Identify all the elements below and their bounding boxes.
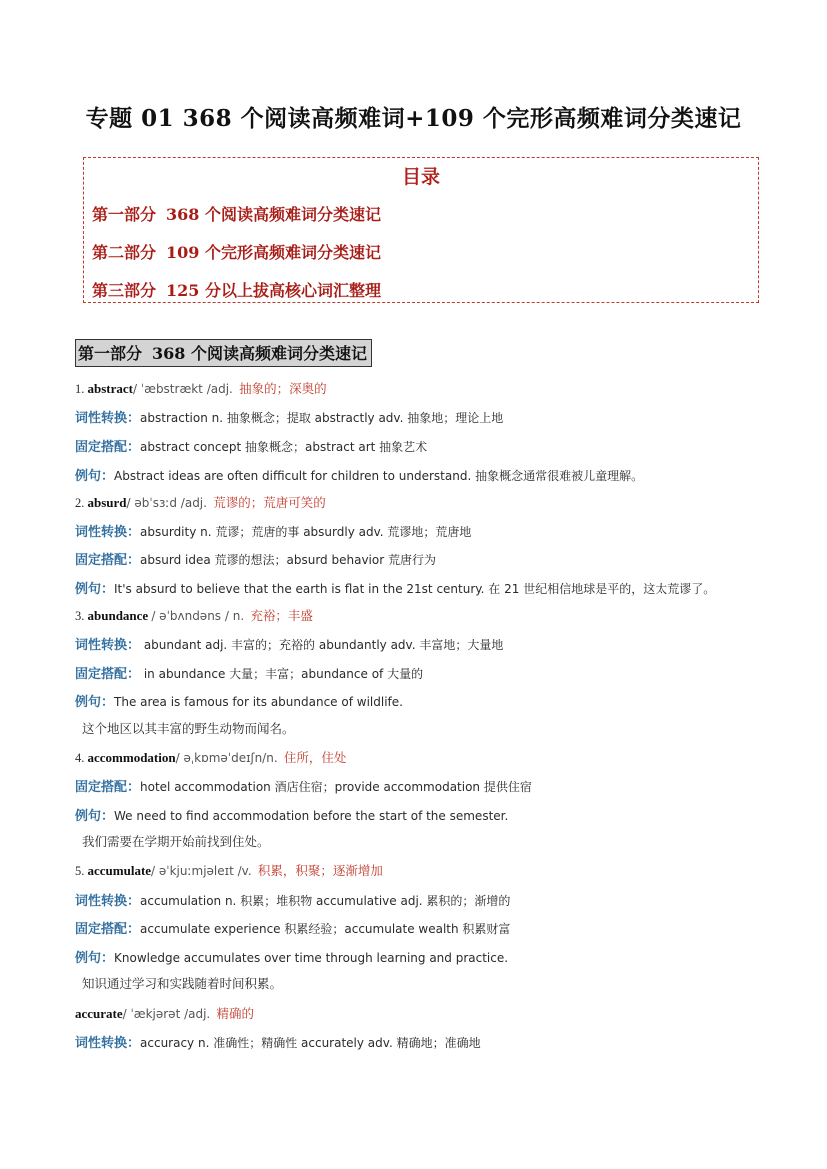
toc-part-label: 第三部分 bbox=[92, 281, 157, 300]
phonetic: / ˈækjərət /adj. bbox=[122, 1007, 211, 1021]
section-part-text: 368 个阅读高频难词分类速记 bbox=[152, 344, 367, 363]
collocation-line bbox=[75, 918, 510, 937]
collocation-label: 固定搭配： bbox=[75, 553, 141, 568]
example-line bbox=[75, 691, 403, 710]
section-part-label: 第一部分 bbox=[78, 344, 143, 363]
toc-item-part1[interactable] bbox=[92, 202, 381, 225]
example-line bbox=[75, 465, 643, 484]
toc-item-part3[interactable] bbox=[92, 278, 381, 301]
collocation-label: 固定搭配： bbox=[75, 667, 141, 682]
phonetic: / əˈkjuːmjəleɪt /v. bbox=[151, 864, 252, 878]
example-label: 例句： bbox=[75, 695, 115, 710]
toc-heading: 目录 bbox=[401, 166, 440, 188]
example-line bbox=[75, 805, 508, 824]
collocation-text: accumulate experience 积累经验；accumulate wealth 积累财富 bbox=[140, 922, 511, 936]
example-label: 例句： bbox=[75, 951, 115, 966]
entry-headword-line bbox=[75, 379, 327, 397]
collocation-line bbox=[75, 776, 532, 795]
collocation-label: 固定搭配： bbox=[75, 440, 141, 455]
example-line bbox=[75, 578, 715, 597]
example-translation: 这个地区以其丰富的野生动物而闻名。 bbox=[82, 721, 295, 736]
toc-part-text: 368 个阅读高频难词分类速记 bbox=[166, 205, 381, 224]
conversion-line bbox=[75, 407, 503, 426]
table-of-contents bbox=[83, 157, 759, 303]
collocation-text: abstract concept 抽象概念；abstract art 抽象艺术 bbox=[140, 440, 428, 454]
entry-headword-line bbox=[75, 748, 346, 766]
headword: abundance bbox=[87, 608, 149, 623]
collocation-line bbox=[75, 436, 427, 455]
collocation-label: 固定搭配： bbox=[75, 922, 141, 937]
collocation-text: in abundance 大量；丰富；abundance of 大量的 bbox=[140, 667, 424, 681]
example-text: It's absurd to believe that the earth is flat in the 21st century. 在 21 世纪相信地球是平的，这太荒谬了。 bbox=[114, 582, 716, 596]
conversion-label: 词性转换： bbox=[75, 525, 141, 540]
headword: accumulate bbox=[87, 863, 152, 878]
example-label: 例句： bbox=[75, 809, 115, 824]
collocation-text: absurd idea 荒谬的想法；absurd behavior 荒唐行为 bbox=[140, 553, 436, 567]
collocation-label: 固定搭配： bbox=[75, 780, 141, 795]
entry-number: 1. bbox=[75, 382, 85, 396]
conversion-text: abundant adj. 丰富的；充裕的 abundantly adv. 丰富地；大量地 bbox=[140, 638, 504, 652]
phonetic: / ˈæbstrækt /adj. bbox=[133, 382, 233, 396]
entry-headword-line bbox=[75, 493, 326, 511]
meaning: 荒谬的；荒唐可笑的 bbox=[213, 495, 326, 510]
collocation-line bbox=[75, 663, 423, 682]
phonetic: / əˌkɒməˈdeɪʃn/n. bbox=[175, 751, 278, 765]
conversion-label: 词性转换： bbox=[75, 411, 141, 426]
meaning: 充裕；丰盛 bbox=[250, 608, 313, 623]
example-translation: 知识通过学习和实践随着时间积累。 bbox=[82, 976, 283, 991]
entry-number: 4. bbox=[75, 751, 85, 765]
conversion-line bbox=[75, 521, 471, 540]
entry-headword-line bbox=[75, 861, 383, 879]
toc-part-text: 125 分以上拔高核心词汇整理 bbox=[166, 281, 381, 300]
page-title: 专题 01 368 个阅读高频难词+109 个完形高频难词分类速记 bbox=[85, 105, 742, 132]
entry-number: 3. bbox=[75, 609, 85, 623]
meaning: 精确的 bbox=[216, 1006, 255, 1021]
headword: accommodation bbox=[87, 750, 176, 765]
headword: abstract bbox=[87, 381, 133, 396]
meaning: 积累，积聚；逐渐增加 bbox=[257, 863, 383, 878]
entry-number: 2. bbox=[75, 496, 85, 510]
meaning: 抽象的；深奥的 bbox=[239, 381, 327, 396]
conversion-line bbox=[75, 890, 510, 909]
conversion-label: 词性转换： bbox=[75, 894, 141, 909]
example-text: Abstract ideas are often difficult for children to understand. 抽象概念通常很难被儿童理解。 bbox=[114, 469, 644, 483]
entry-number: 5. bbox=[75, 864, 85, 878]
example-text: The area is famous for its abundance of wildlife. bbox=[114, 695, 403, 709]
meaning: 住所，住处 bbox=[283, 750, 347, 765]
toc-part-label: 第二部分 bbox=[92, 243, 157, 262]
conversion-text: accumulation n. 积累；堆积物 accumulative adj. 累积的；渐增的 bbox=[140, 894, 511, 908]
conversion-line bbox=[75, 634, 503, 653]
conversion-text: accuracy n. 准确性；精确性 accurately adv. 精确地；准确地 bbox=[140, 1036, 481, 1050]
conversion-text: abstraction n. 抽象概念；提取 abstractly adv. 抽象地；理论上地 bbox=[140, 411, 504, 425]
conversion-text: absurdity n. 荒谬；荒唐的事 absurdly adv. 荒谬地；荒唐地 bbox=[140, 525, 472, 539]
entry-headword-line bbox=[75, 606, 313, 624]
entry-headword-line bbox=[75, 1004, 254, 1022]
collocation-text: hotel accommodation 酒店住宿；provide accommodation 提供住宿 bbox=[140, 780, 532, 794]
example-line bbox=[75, 947, 508, 966]
collocation-line bbox=[75, 549, 436, 568]
toc-part-label: 第一部分 bbox=[92, 205, 157, 224]
toc-part-text: 109 个完形高频难词分类速记 bbox=[166, 243, 381, 262]
example-text: We need to find accommodation before the start of the semester. bbox=[114, 809, 509, 823]
toc-item-part2[interactable] bbox=[92, 240, 381, 263]
example-text: Knowledge accumulates over time through learning and practice. bbox=[114, 951, 509, 965]
example-translation: 我们需要在学期开始前找到住处。 bbox=[82, 834, 270, 849]
headword: accurate bbox=[75, 1006, 123, 1021]
phonetic: / əˈbʌndəns / n. bbox=[151, 609, 245, 623]
example-label: 例句： bbox=[75, 582, 115, 597]
conversion-label: 词性转换： bbox=[75, 638, 141, 653]
phonetic: / əbˈsɜːd /adj. bbox=[126, 496, 207, 510]
conversion-line bbox=[75, 1032, 481, 1051]
section-heading bbox=[75, 339, 372, 367]
example-label: 例句： bbox=[75, 469, 115, 484]
conversion-label: 词性转换： bbox=[75, 1036, 141, 1051]
headword: absurd bbox=[87, 495, 127, 510]
